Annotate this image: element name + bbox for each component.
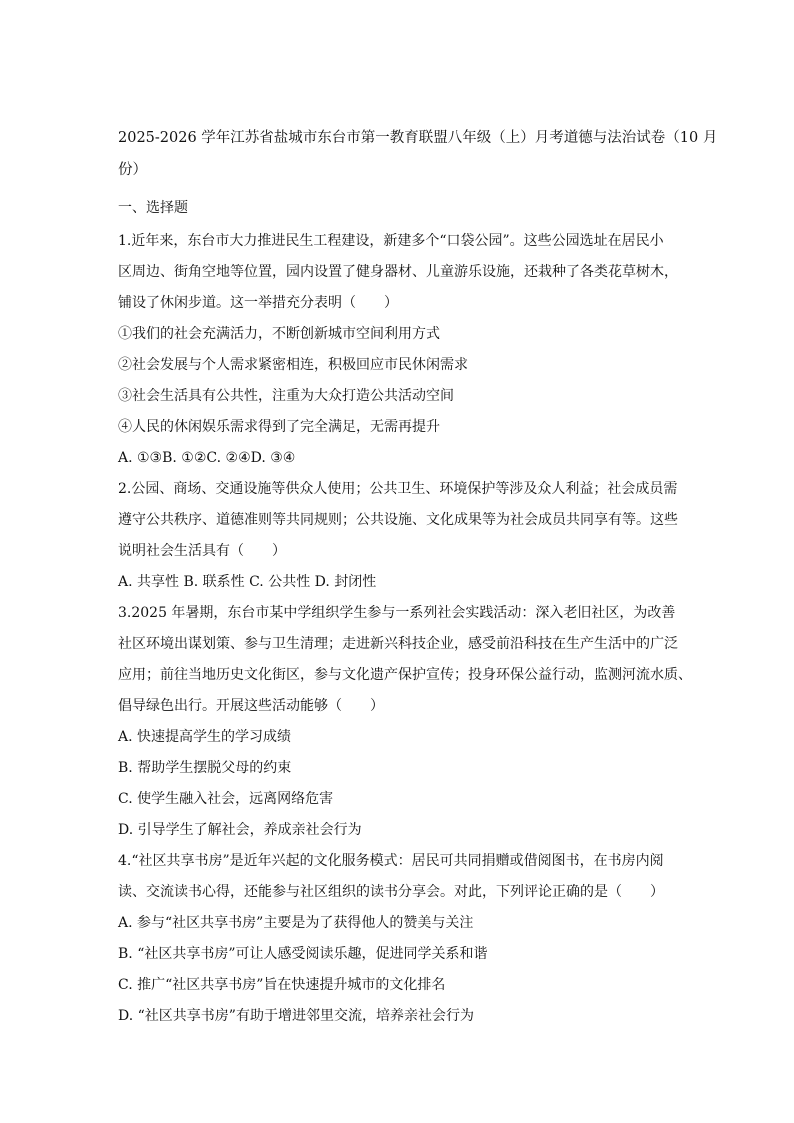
question-stem-line: 2.公园、商场、交通设施等供众人使用；公共卫生、环境保护等涉及众人利益；社会成员需 <box>118 481 678 497</box>
answer-option-d: D. “社区共享书房”有助于增进邻里交流，培养亲社会行为 <box>118 1008 474 1024</box>
question-stem-line: 4.“社区共享书房”是近年兴起的文化服务模式：居民可共同捐赠或借阅图书，在书房内阅 <box>118 853 664 869</box>
statement-4: ④人民的休闲娱乐需求得到了完全满足，无需再提升 <box>118 419 440 435</box>
exam-title-line-1: 2025-2026 学年江苏省盐城市东台市第一教育联盟八年级（上）月考道德与法治试卷（10 月 <box>118 130 718 146</box>
question-stem-line: 应用；前往当地历史文化街区，参与文化遗产保护宣传；投身环保公益行动，监测河流水质、 <box>118 667 692 683</box>
statement-3: ③社会生活具有公共性，注重为大众打造公共活动空间 <box>118 388 454 404</box>
question-stem-line: 遵守公共秩序、道德准则等共同规则；公共设施、文化成果等为社会成员共同享有等。这些 <box>118 512 678 528</box>
question-stem-line: 倡导绿色出行。开展这些活动能够（ ） <box>118 698 384 714</box>
question-stem-line: 社区环境出谋划策、参与卫生清理；走进新兴科技企业，感受前沿科技在生产生活中的广泛 <box>118 636 678 652</box>
answer-option-c: C. 使学生融入社会，远离网络危害 <box>118 791 334 807</box>
exam-title-line-2: 份） <box>118 162 147 178</box>
question-stem-line: 读、交流读书心得，还能参与社区组织的读书分享会。对此，下列评论正确的是（ ） <box>118 884 664 900</box>
answer-option-a: A. 参与“社区共享书房”主要是为了获得他人的赞美与关注 <box>118 915 474 931</box>
answer-options: A. 共享性 B. 联系性 C. 公共性 D. 封闭性 <box>118 574 377 590</box>
question-stem-line: 3.2025 年暑期，东台市某中学组织学生参与一系列社会实践活动：深入老旧社区，为改善 <box>118 605 676 621</box>
question-stem-line: 说明社会生活具有（ ） <box>118 543 286 559</box>
answer-option-c: C. 推广“社区共享书房”旨在快速提升城市的文化排名 <box>118 977 446 993</box>
question-stem-line: 区周边、街角空地等位置，园内设置了健身器材、儿童游乐设施，还栽种了各类花草树木， <box>118 264 678 280</box>
question-stem-line: 铺设了休闲步道。这一举措充分表明（ ） <box>118 295 398 311</box>
statement-2: ②社会发展与个人需求紧密相连，积极回应市民休闲需求 <box>118 357 468 373</box>
answer-option-b: B. “社区共享书房”可让人感受阅读乐趣，促进同学关系和谐 <box>118 946 488 962</box>
section-heading: 一、选择题 <box>118 200 188 216</box>
answer-option-d: D. 引导学生了解社会，养成亲社会行为 <box>118 822 362 838</box>
answer-options: A. ①③B. ①②C. ②④D. ③④ <box>118 450 296 466</box>
statement-1: ①我们的社会充满活力，不断创新城市空间利用方式 <box>118 326 440 342</box>
question-stem-line: 1.近年来，东台市大力推进民生工程建设，新建多个“口袋公园”。这些公园选址在居民小 <box>118 233 664 249</box>
answer-option-a: A. 快速提高学生的学习成绩 <box>118 729 292 745</box>
answer-option-b: B. 帮助学生摆脱父母的约束 <box>118 760 292 776</box>
